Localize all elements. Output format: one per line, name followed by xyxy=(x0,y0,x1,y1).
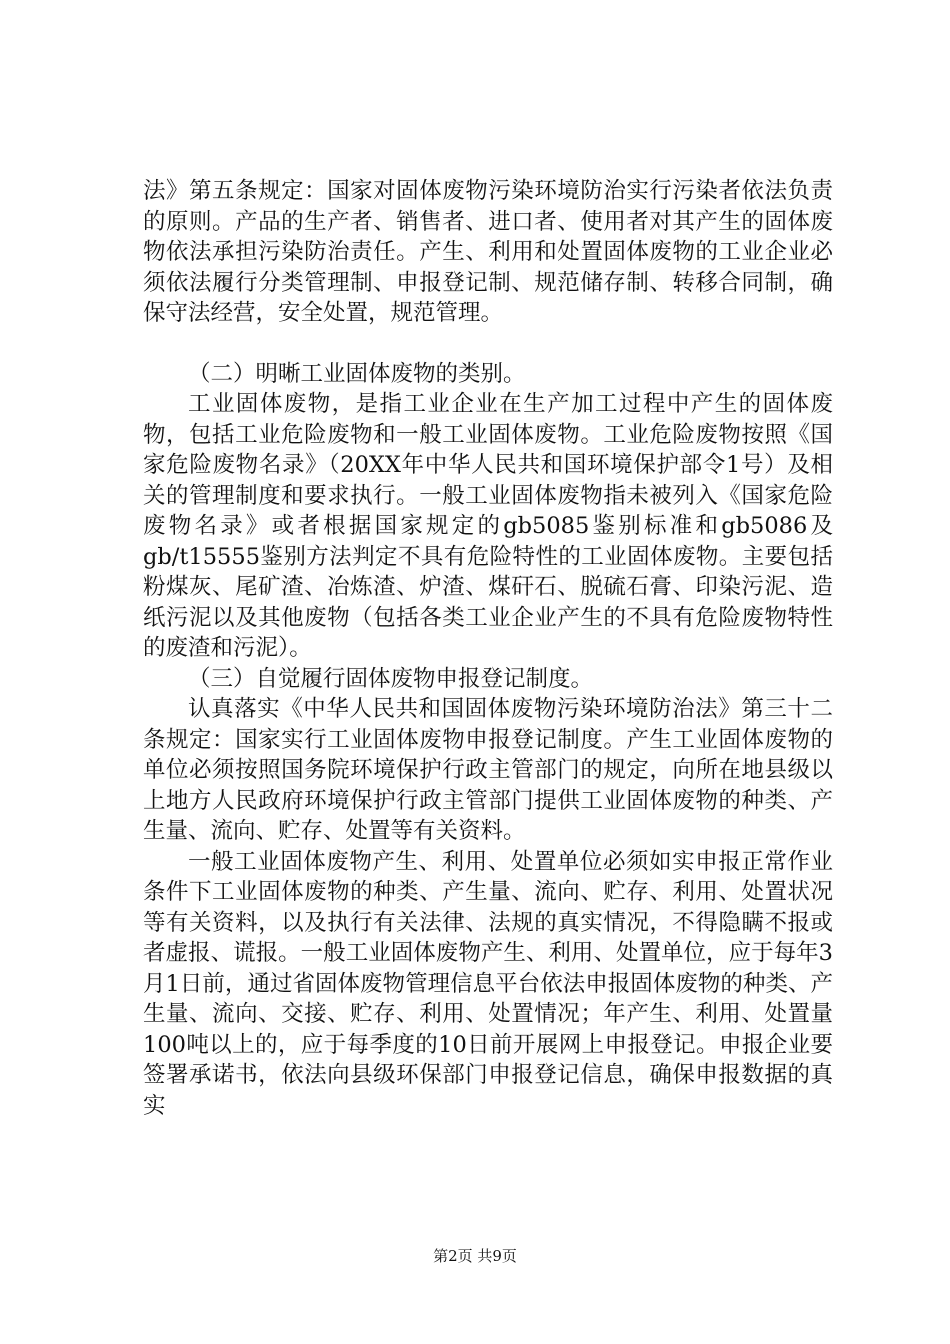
document-body xyxy=(143,176,833,1121)
paragraph-4-heading: （三）自觉履行固体废物申报登记制度。 xyxy=(188,665,594,692)
paragraph-3: 工业固体废物，是指工业企业在生产加工过程中产生的固体废物，包括工业危险废物和一般工业固体废物。工业危险废物按照《国家危险废物名录》（20XX年中华人民共和国环境保护部令1号）及相关的管理制度和要求执行。一般工业固体废物指未被列入《国家危险废物名录》或者根据国家规定的gb5085鉴别标准和gb5086及gb/t15555鉴别方法判定不具有危险特性的工业固体废物。主要包括粉煤灰、尾矿渣、冶炼渣、炉渣、煤矸石、脱硫石膏、印染污泥、造纸污泥以及其他废物（包括各类工业企业产生的不具有危险废物特性的废渣和污泥）。 xyxy=(143,391,833,661)
paragraph-1: 法》第五条规定：国家对固体废物污染环境防治实行污染者依法负责的原则。产品的生产者、销售者、进口者、使用者对其产生的固体废物依法承担污染防治责任。产生、利用和处置固体废物的工业企业必须依法履行分类管理制、申报登记制、规范储存制、转移合同制，确保守法经营，安全处置，规范管理。 xyxy=(143,178,833,326)
paragraph-6: 一般工业固体废物产生、利用、处置单位必须如实申报正常作业条件下工业固体废物的种类、产生量、流向、贮存、利用、处置状况等有关资料，以及执行有关法律、法规的真实情况，不得隐瞒不报或者虚报、谎报。一般工业固体废物产生、利用、处置单位，应于每年3月1日前，通过省固体废物管理信息平台依法申报固体废物的种类、产生量、流向、交接、贮存、利用、处置情况；年产生、利用、处置量100吨以上的，应于每季度的10日前开展网上申报登记。申报企业要签署承诺书，依法向县级环保部门申报登记信息，确保申报数据的真实 xyxy=(143,848,833,1119)
paragraph-2-heading: （二）明晰工业固体废物的类别。 xyxy=(188,360,526,387)
page-number-footer: 第2页 共9页 xyxy=(433,1247,517,1265)
paragraph-5: 认真落实《中华人民共和国固体废物污染环境防治法》第三十二条规定：国家实行工业固体废物申报登记制度。产生工业固体废物的单位必须按照国务院环境保护行政主管部门的规定，向所在地县级以上地方人民政府环境保护行政主管部门提供工业固体废物的种类、产生量、流向、贮存、处置等有关资料。 xyxy=(143,696,833,844)
